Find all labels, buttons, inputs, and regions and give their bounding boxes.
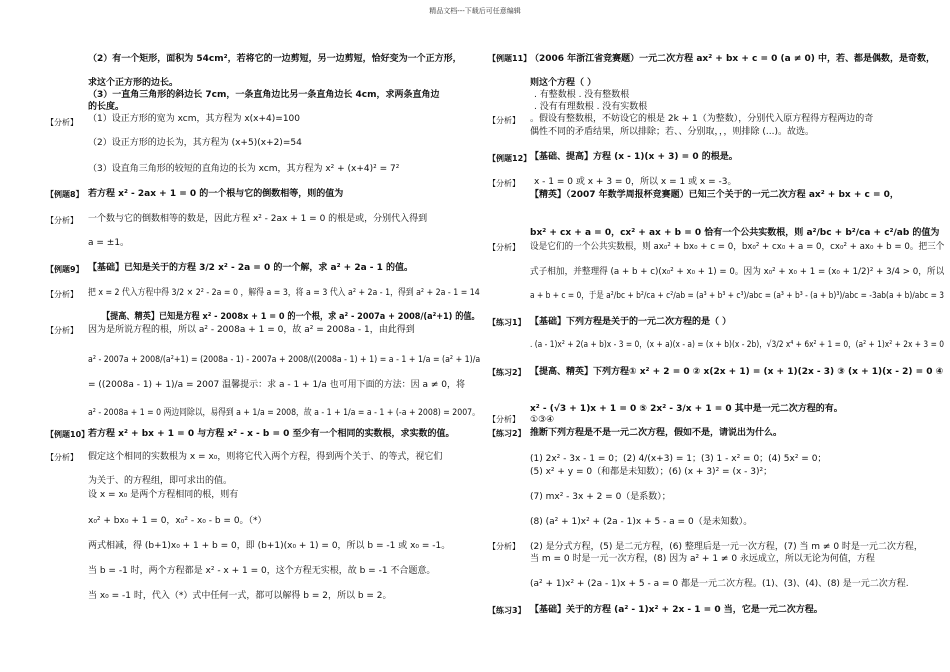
text-line: 把 x = 2 代入方程中得 3/2 × 2² - 2a = 0 ，解得 a = 3，将 a = 3 代入 a² + 2a - 1，得到 a² + 2a - 1 = 14 xyxy=(88,288,480,298)
text-line: 为关于、的方程组，即可求出的值。 xyxy=(88,476,233,486)
text-line: (a² + 1)x² + (2a - 1)x + 5 - a = 0 都是一元二次方程。(1)、(3)、(4)、(8) 是一元二次方程. xyxy=(530,579,909,589)
section-label: 【练习2】 xyxy=(488,368,526,377)
text-line: 若方程 x² - 2ax + 1 = 0 的一个根与它的倒数相等，则的值为 xyxy=(88,189,344,199)
text-line: x² - (√3 + 1)x + 1 = 0 ⑤ 2x² - 3/x + 1 = 0 其中是一元二次方程的有。 xyxy=(530,404,843,414)
text-line: （3）一直角三角形的斜边长 7cm，一条直角边比另一条直角边长 4cm，求两条直角边 xyxy=(88,90,440,100)
text-line: 【提高、精英】下列方程① x² + 2 = 0 ② x(2x + 1) = (x + 1)(2x - 3) ③ (x + 1)(x - 2) = 0 ④ xyxy=(530,367,944,377)
section-label: 【例题11】 xyxy=(488,54,532,63)
section-label: 【例题10】 xyxy=(46,430,90,439)
text-line: 设是它们的一个公共实数根，则 ax₀² + bx₀ + c = 0，bx₀² + cx₀ + a = 0，cx₀² + ax₀ + b = 0。把三个 xyxy=(530,242,945,252)
text-line: (7) mx² - 3x + 2 = 0（是系数）； xyxy=(530,492,671,502)
text-line: x₀² + bx₀ + 1 = 0，x₀² - x₀ - b = 0。（*） xyxy=(88,516,267,526)
section-label: 【例题12】 xyxy=(488,154,532,163)
section-label: 【分析】 xyxy=(488,415,520,424)
text-line: (8) (a² + 1)x² + (2a - 1)x + 5 - a = 0（是未知数）。 xyxy=(530,517,753,527)
text-line: 则这个方程（ ） xyxy=(530,78,597,88)
section-label: 【练习2】 xyxy=(488,429,526,438)
section-label: 【分析】 xyxy=(488,542,520,551)
text-line: ①③④ xyxy=(530,415,555,425)
text-line: 偶性不同的矛盾结果，所以排除；若、、分别取，，，则排除 (...)。故选。 xyxy=(530,127,814,137)
text-line: （1）设正方形的宽为 xcm，其方程为 x(x+4)=100 xyxy=(88,114,300,124)
text-line: （2）有一个矩形，面积为 54cm²，若将它的一边剪短，另一边剪短，恰好变为一个正方形， xyxy=(88,54,462,64)
text-line: 设 x = x₀ 是两个方程相同的根，则有 xyxy=(88,490,239,500)
text-line: 求这个正方形的边长。 xyxy=(88,78,179,88)
text-line: 当 x₀ = -1 时，代入（*）式中任何一式，都可以解得 b = 2，所以 b = 2。 xyxy=(88,591,392,601)
text-line: （2006 年浙江省竞赛题）一元二次方程 ax² + bx + c = 0 (a ≠ 0) 中，若、都是偶数，是奇数， xyxy=(530,54,936,64)
text-line: 因为是所说方程的根，所以 a² - 2008a + 1 = 0，故 a² = 2008a - 1，由此得到 xyxy=(88,325,415,335)
text-line: 【提高、精英】已知是方程 x² - 2008x + 1 = 0 的一个根，求 a² - 2007a + 2008/(a²+1) 的值。 xyxy=(102,312,480,322)
text-line: 【基础】已知是关于的方程 3/2 x² - 2a = 0 的一个解，求 a² + 2a - 1 的值。 xyxy=(88,263,414,273)
section-label: 【分析】 xyxy=(488,179,520,188)
text-line: . 没有有理数根 . 没有实数根 xyxy=(534,102,648,112)
page-header: 精品文档---下载后可任意编辑 xyxy=(429,7,521,15)
text-line: 两式相减，得 (b+1)x₀ + 1 + b = 0，即 (b+1)(x₀ + 1) = 0，所以 b = -1 或 x₀ = -1。 xyxy=(88,541,451,551)
text-line: 假定这个相同的实数根为 x = x₀，则将它代入两个方程，得到两个关于、的等式，视它们 xyxy=(88,452,443,462)
section-label: 【分析】 xyxy=(46,118,78,127)
text-line: a = ±1。 xyxy=(88,238,130,248)
text-line: bx² + cx + a = 0，cx² + ax + b = 0 恰有一个公共实数根，则 a²/bc + b²/ca + c²/ab 的值为 xyxy=(530,228,940,238)
text-line: a² - 2008a + 1 = 0 两边同除以，易得到 a + 1/a = 2008，故 a - 1 + 1/a = a - 1 + (-a + 2008) = 2007。 xyxy=(88,408,480,418)
text-line: 【基础、提高】方程 (x - 1)(x + 3) = 0 的根是。 xyxy=(530,152,738,162)
text-line: 【精英】（2007 年数学周报杯竞赛题）已知三个关于的一元二次方程 ax² + bx + c = 0， xyxy=(530,190,899,200)
section-label: 【例题8】 xyxy=(46,190,84,199)
text-line: (2) 是分式方程，(5) 是二元方程，(6) 整理后是一元一次方程，(7) 当 m ≠ 0 时是一元二次方程， xyxy=(530,542,923,552)
section-label: 【练习3】 xyxy=(488,606,526,615)
section-label: 【例题9】 xyxy=(46,265,84,274)
text-line: 的长度。 xyxy=(88,102,125,112)
text-line: 一个数与它的倒数相等的数是，因此方程 x² - 2ax + 1 = 0 的根是或，分别代入得到 xyxy=(88,214,428,224)
section-label: 【练习1】 xyxy=(488,318,526,327)
text-line: . 有整数根 . 没有整数根 xyxy=(534,90,630,100)
text-line: a² - 2007a + 2008/(a²+1) = (2008a - 1) - 2007a + 2008/((2008a - 1) + 1) = a - 1 + 1/a = (a² + 1)/a xyxy=(88,355,481,365)
text-line: 当 b = -1 时，两个方程都是 x² - x + 1 = 0，这个方程无实根，故 b = -1 不合题意。 xyxy=(88,566,436,576)
text-line: (1) 2x² - 3x - 1 = 0；(2) 4/(x+3) = 1；(3) 1 - x² = 0；(4) 5x² = 0； xyxy=(530,454,827,464)
text-line: 当 m = 0 时是一元一次方程，(8) 因为 a² + 1 ≠ 0 永远成立，所以无论为何值，方程 xyxy=(530,554,875,564)
text-line: 若方程 x² + bx + 1 = 0 与方程 x² - x - b = 0 至少有一个相同的实数根，求实数的值。 xyxy=(88,429,455,439)
text-line: （3）设直角三角形的较短的直角边的长为 xcm，其方程为 x² + (x+4)² = 7² xyxy=(88,164,400,174)
section-label: 【分析】 xyxy=(46,326,78,335)
text-line: 推断下列方程是不是一元二次方程，假如不是，请说出为什么。 xyxy=(530,428,783,438)
section-label: 【分析】 xyxy=(46,453,78,462)
text-line: = ((2008a - 1) + 1)/a = 2007 温馨提示：求 a - 1 + 1/a 也可用下面的方法：因 a ≠ 0，将 xyxy=(88,380,465,390)
text-line: 【基础】关于的方程 (a² - 1)x² + 2x - 1 = 0 当，它是一元二次方程。 xyxy=(530,605,823,615)
text-line: （2）设正方形的边长为，其方程为 (x+5)(x+2)=54 xyxy=(88,138,302,148)
section-label: 【分析】 xyxy=(46,216,78,225)
text-line: (5) x² + y = 0（和都是未知数）；(6) (x + 3)² = (x - 3)²； xyxy=(530,467,773,477)
text-line: . (a - 1)x² + 2(a + b)x - 3 = 0，(x + a)(x - a) = (x + b)(x - 2b)，√3/2 x⁴ + 6x² + 1 = 0，(a² + 1)x² + 2x + 3 = 0 xyxy=(530,340,944,350)
text-line: 【基础】下列方程是关于的一元二次方程的是（ ） xyxy=(530,317,732,327)
section-label: 【分析】 xyxy=(488,116,520,125)
text-line: x - 1 = 0 或 x + 3 = 0，所以 x = 1 或 x = -3。 xyxy=(534,177,737,187)
text-line: 式子相加，并整理得 (a + b + c)(x₀² + x₀ + 1) = 0。因为 x₀² + x₀ + 1 = (x₀ + 1/2)² + 3/4 > 0，所以 xyxy=(530,267,945,277)
text-line: a + b + c = 0，于是 a²/bc + b²/ca + c²/ab = (a³ + b³ + c³)/abc = (a³ + b³ - (a + b)³)/abc = -3ab(a + b)/abc = 3 xyxy=(530,291,945,301)
section-label: 【分析】 xyxy=(46,290,78,299)
section-label: 【分析】 xyxy=(488,243,520,252)
text-line: 。假设有整数根，不妨设它的根是 2k + 1（为整数），分别代入原方程得方程两边的奇 xyxy=(530,114,874,124)
